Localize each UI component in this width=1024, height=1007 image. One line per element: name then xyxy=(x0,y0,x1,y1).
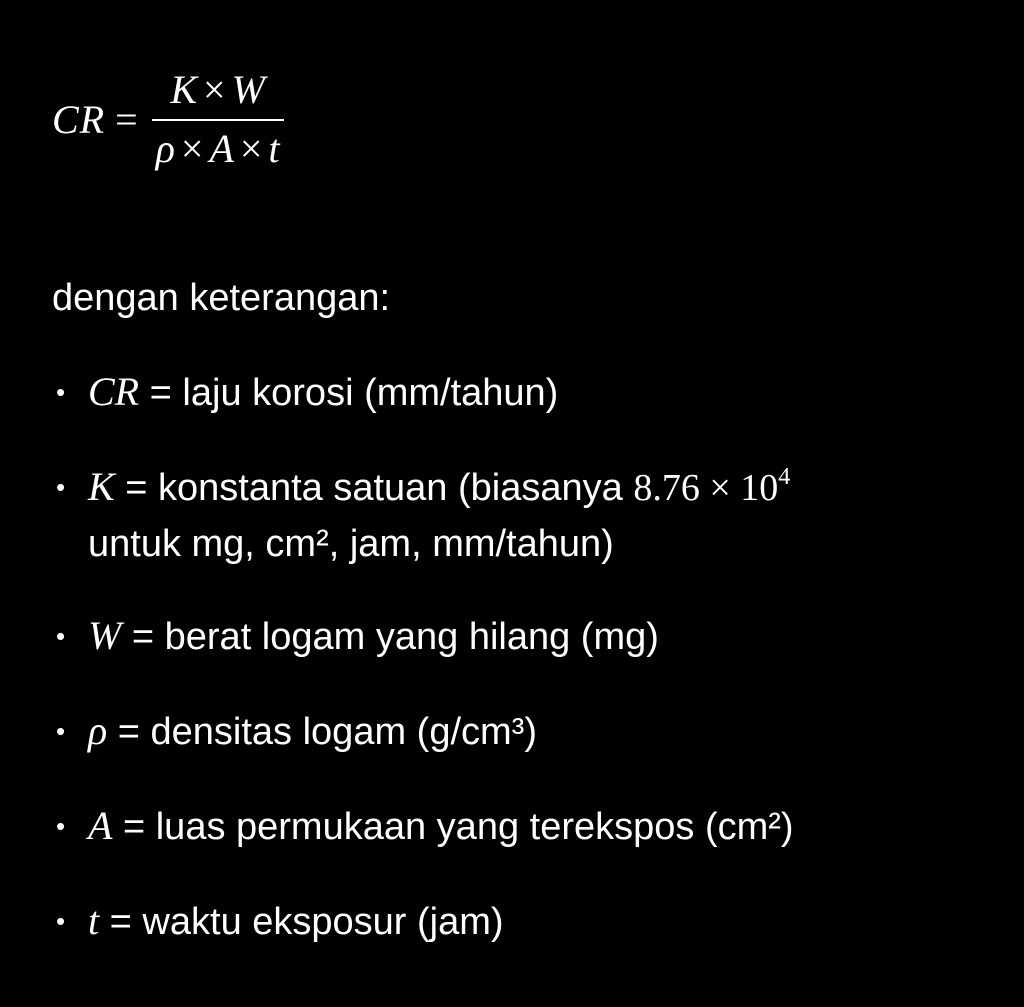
denominator-times-1: × xyxy=(180,126,204,171)
denominator-times-2: × xyxy=(239,126,263,171)
list-item xyxy=(52,364,992,421)
numerator-times: × xyxy=(203,67,226,112)
symbol-k: K xyxy=(88,464,115,509)
definition-text: = berat logam yang hilang (mg) xyxy=(121,616,659,658)
denominator-a: A xyxy=(209,126,234,171)
fraction-bar xyxy=(152,119,284,121)
denominator-t: t xyxy=(268,126,280,171)
list-item xyxy=(52,703,992,760)
symbol-rho: ρ xyxy=(88,708,108,753)
definition-text: = luas permukaan yang terekspos (cm²) xyxy=(112,806,794,848)
constant-value xyxy=(633,464,791,509)
numerator-k: K xyxy=(170,67,198,112)
definitions-list xyxy=(52,364,992,988)
bullet: • xyxy=(56,716,66,746)
list-item xyxy=(52,893,992,950)
bullet: • xyxy=(56,621,66,651)
definition-text: = densitas logam (g/cm³) xyxy=(107,711,537,753)
symbol-a: A xyxy=(88,803,113,848)
constant-base: 10 xyxy=(740,467,779,509)
formula-numerator xyxy=(166,66,269,113)
list-item xyxy=(52,608,992,665)
constant-mantissa: 8.76 xyxy=(633,467,700,509)
bullet: • xyxy=(56,906,66,936)
definition-text: = konstanta satuan (biasanya xyxy=(114,467,634,509)
constant-exponent: 4 xyxy=(778,464,791,490)
definition-text: = waktu eksposur (jam) xyxy=(99,901,504,943)
formula-equals: = xyxy=(115,96,138,142)
constant-times: × xyxy=(709,467,731,509)
formula-lhs: CR xyxy=(52,96,106,142)
intro-text: dengan keterangan: xyxy=(52,277,391,319)
list-item xyxy=(52,798,992,855)
formula-denominator xyxy=(152,125,284,172)
definition-text: = laju korosi (mm/tahun) xyxy=(139,372,559,414)
denominator-rho: ρ xyxy=(155,126,175,171)
definition-text-continued: untuk mg, cm², jam, mm/tahun) xyxy=(88,523,614,565)
symbol-cr: CR xyxy=(88,369,140,414)
corrosion-rate-formula xyxy=(52,60,284,178)
bullet: • xyxy=(56,472,66,502)
numerator-w: W xyxy=(231,67,265,112)
bullet: • xyxy=(56,377,66,407)
bullet: • xyxy=(56,811,66,841)
symbol-w: W xyxy=(88,613,122,658)
formula-fraction xyxy=(152,66,284,172)
symbol-t: t xyxy=(88,898,100,943)
list-item xyxy=(52,459,992,572)
